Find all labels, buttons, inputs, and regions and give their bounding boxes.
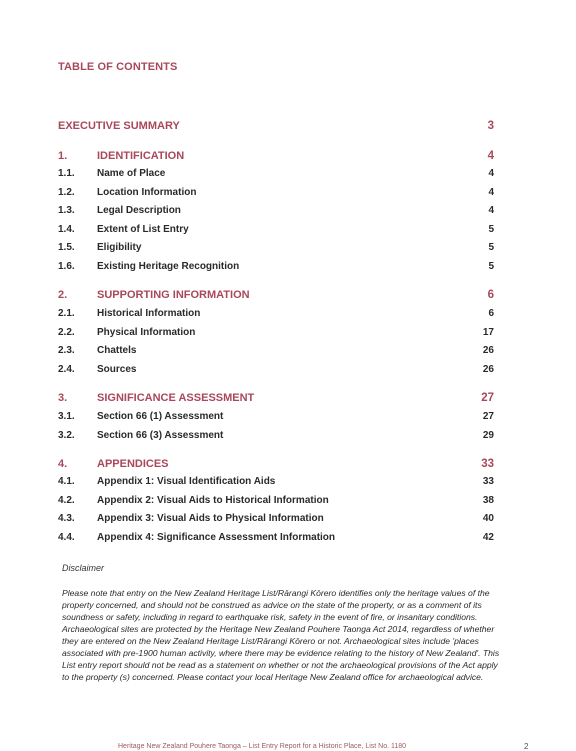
toc-entry-page: 27 (482, 411, 494, 422)
toc-entry-page: 4 (488, 168, 494, 179)
toc-entry (58, 345, 494, 361)
toc-entry-page: 3 (487, 120, 494, 132)
disclaimer-heading: Disclaimer (62, 563, 105, 573)
toc-entry-label: Historical Information (97, 308, 201, 319)
toc-entry-label: EXECUTIVE SUMMARY (58, 120, 180, 132)
toc-entry-number: 2.2. (58, 327, 75, 338)
toc-entry-number: 4. (58, 458, 68, 470)
toc-entry-label: Legal Description (97, 205, 181, 216)
toc-entry-label: Appendix 2: Visual Aids to Historical Information (97, 495, 329, 506)
toc-entry-number: 2.1. (58, 308, 75, 319)
toc-entry-label: APPENDICES (97, 458, 169, 470)
toc-entry (58, 205, 494, 221)
toc-entry (58, 430, 494, 446)
toc-entry-page: 26 (482, 364, 494, 375)
toc-entry-page: 5 (488, 242, 494, 253)
toc-entry-label: Section 66 (3) Assessment (97, 430, 224, 441)
toc-entry-page: 29 (482, 430, 494, 441)
toc-entry-number: 2.3. (58, 345, 75, 356)
toc-entry-number: 4.1. (58, 476, 75, 487)
toc-entry-label: Chattels (97, 345, 137, 356)
toc-entry (58, 532, 494, 548)
toc-entry-number: 1.5. (58, 242, 75, 253)
toc-entry-page: 38 (482, 495, 494, 506)
toc-entry (58, 187, 494, 203)
toc-entry (58, 289, 494, 305)
toc-entry-number: 2. (58, 289, 68, 301)
toc-entry (58, 513, 494, 529)
toc-entry-number: 3.2. (58, 430, 75, 441)
toc-entry-number: 1.1. (58, 168, 75, 179)
toc-entry (58, 242, 494, 258)
toc-entry-number: 1. (58, 150, 68, 162)
toc-entry-page: 4 (488, 187, 494, 198)
toc-entry-label: SUPPORTING INFORMATION (97, 289, 250, 301)
toc-entry-number: 4.4. (58, 532, 75, 543)
toc-entry (58, 120, 494, 136)
page-footer: Heritage New Zealand Pouhere Taonga – List Entry Report for a Historic Place, List No. 1180 (118, 743, 407, 750)
disclaimer-paragraph-2: Archaeological sites are protected by the Heritage New Zealand Pouhere Taonga Act 2014, regardless of whether they are entered on the New Zealand Heritage List/Rārangi Kōrero or not. Archaeological sites include 'places associated with pre-1900 human activity, where there may be evidence relating to the history of New Zealand'. This List entry report should not be read as a statement on whether or not the archaeological provisions of the Act apply to the property (s) concerned. Please contact your local Heritage New Zealand office for archaeological advice. (62, 624, 500, 682)
toc-entry-page: 17 (482, 327, 494, 338)
toc-entry-number: 2.4. (58, 364, 75, 375)
toc-entry (58, 224, 494, 240)
toc-entry-number: 1.2. (58, 187, 75, 198)
toc-entry (58, 495, 494, 511)
toc-entry (58, 476, 494, 492)
toc-entry (58, 168, 494, 184)
toc-entry-label: Appendix 1: Visual Identification Aids (97, 476, 276, 487)
toc-entry-label: Eligibility (97, 242, 142, 253)
toc-entry (58, 392, 494, 408)
toc-entry-number: 1.3. (58, 205, 75, 216)
toc-entry-number: 4.3. (58, 513, 75, 524)
toc-entry-label: Physical Information (97, 327, 196, 338)
toc-entry-label: Existing Heritage Recognition (97, 261, 240, 272)
toc-entry-number: 1.4. (58, 224, 75, 235)
toc-entry (58, 150, 494, 166)
toc-entry-page: 33 (481, 458, 494, 470)
toc-heading: TABLE OF CONTENTS (58, 61, 178, 73)
toc-entry-page: 33 (482, 476, 494, 487)
toc-entry-page: 26 (482, 345, 494, 356)
toc-entry (58, 411, 494, 427)
disclaimer-paragraph-1: Please note that entry on the New Zealand Heritage List/Rārangi Kōrero identifies only the heritage values of the property concerned, and should not be construed as advice on the state of the property, or as a comment of its soundness or safety, including in regard to earthquake risk, safety in the event of fire, or insanitary conditions. (62, 588, 490, 622)
toc-entry (58, 261, 494, 277)
toc-entry-label: Location Information (97, 187, 197, 198)
toc-entry-number: 3.1. (58, 411, 75, 422)
toc-entry-page: 5 (488, 224, 494, 235)
toc-entry-label: SIGNIFICANCE ASSESSMENT (97, 392, 255, 404)
toc-entry-page: 4 (487, 150, 494, 162)
toc-entry (58, 308, 494, 324)
toc-entry-label: Name of Place (97, 168, 166, 179)
toc-entry (58, 458, 494, 474)
toc-entry-number: 1.6. (58, 261, 75, 272)
toc-entry (58, 364, 494, 380)
toc-entry-label: Section 66 (1) Assessment (97, 411, 224, 422)
toc-entry-label: Appendix 3: Visual Aids to Physical Information (97, 513, 324, 524)
toc-entry-label: Extent of List Entry (97, 224, 189, 235)
toc-entry-page: 27 (481, 392, 494, 404)
toc-entry-page: 5 (488, 261, 494, 272)
page-number: 2 (524, 742, 529, 751)
toc-entry-label: IDENTIFICATION (97, 150, 185, 162)
toc-entry-label: Appendix 4: Significance Assessment Information (97, 532, 336, 543)
toc-entry (58, 327, 494, 343)
toc-entry-number: 4.2. (58, 495, 75, 506)
toc-entry-page: 40 (482, 513, 494, 524)
toc-entry-page: 42 (482, 532, 494, 543)
toc-entry-page: 6 (488, 308, 494, 319)
toc-entry-number: 3. (58, 392, 68, 404)
toc-entry-page: 6 (487, 289, 494, 301)
disclaimer-text (62, 587, 506, 683)
toc-entry-page: 4 (488, 205, 494, 216)
toc-entry-label: Sources (97, 364, 137, 375)
